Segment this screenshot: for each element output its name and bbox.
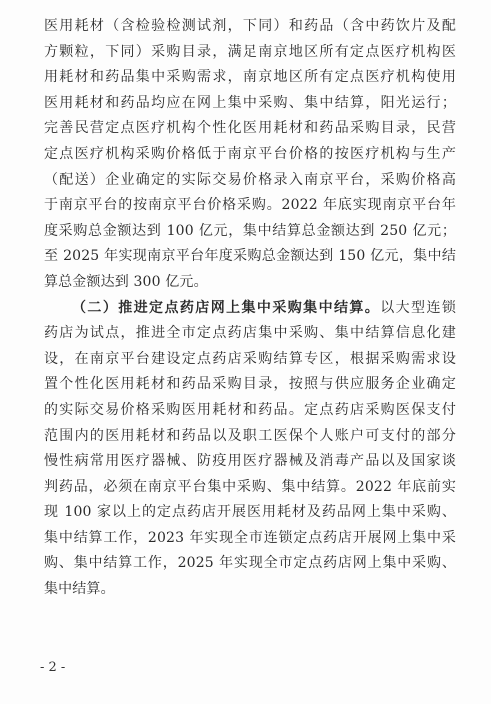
text-line: 判药品，必须在南京平台集中采购、集中结算。2022 年底前实 [44, 478, 456, 495]
text-line: 购、集中结算工作，2025 年实现全市定点药店网上集中采购、 [44, 555, 456, 572]
text-line: 医用耗材和药品均应在网上集中采购、集中结算，阳光运行； [44, 94, 456, 111]
text-line: 现 100 家以上的定点药店开展医用耗材及药品网上集中采购、 [44, 504, 456, 521]
text-line: 医用耗材（含检验检测试剂，下同）和药品（含中药饮片及配 [44, 18, 456, 34]
text-line: 方颗粒，下同）采购目录，满足南京地区所有定点医疗机构医 [44, 43, 456, 60]
text-line: 范围内的医用耗材和药品以及职工医保个人账户可支付的部分 [44, 427, 456, 444]
text-line: 慢性病常用医疗器械、防疫用医疗器械及消毒产品以及国家谈 [44, 453, 456, 470]
text-line: 于南京平台的按南京平台价格采购。2022 年底实现南京平台年 [44, 197, 456, 214]
text-line: 集中结算。 [44, 581, 115, 598]
paragraph-2-first-line [44, 296, 456, 322]
text-line: 集中结算工作，2023 年实现全市连锁定点药店开展网上集中采 [44, 529, 456, 546]
text-line: 设，在南京平台建设定点药店采购结算专区，根据采购需求设 [44, 350, 456, 367]
paragraph-2 [44, 296, 456, 603]
text-line: 至 2025 年实现南京平台年度采购总金额达到 150 亿元，集中结 [44, 248, 456, 265]
text-line: 药店为试点，推进全市定点药店集中采购、集中结算信息化建 [44, 325, 456, 342]
text-line: 置个性化医用耗材和药品采购目录，按照与供应服务企业确定 [44, 376, 456, 393]
text-line: 定点医疗机构采购价格低于南京平台价格的按医疗机构与生产 [44, 145, 456, 162]
text-line: 的实际交易价格采购医用耗材和药品。定点药店采购医保支付 [44, 401, 456, 418]
body-text [44, 14, 456, 603]
heading-trailing-text: 以大型连锁 [380, 299, 457, 316]
page-number: - 2 - [40, 660, 66, 675]
paragraph-1 [44, 14, 456, 296]
text-line: （配送）企业确定的实际交易价格录入南京平台，采购价格高 [44, 171, 456, 188]
text-line: 度采购总金额达到 100 亿元，集中结算总金额达到 250 亿元； [44, 222, 456, 239]
text-line: 用耗材和药品集中采购需求，南京地区所有定点医疗机构使用 [44, 69, 456, 86]
section-heading: （二）推进定点药店网上集中采购集中结算。 [72, 299, 381, 316]
text-line: 算总金额达到 300 亿元。 [44, 273, 208, 290]
text-line: 完善民营定点医疗机构个性化医用耗材和药品采购目录，民营 [44, 120, 456, 137]
